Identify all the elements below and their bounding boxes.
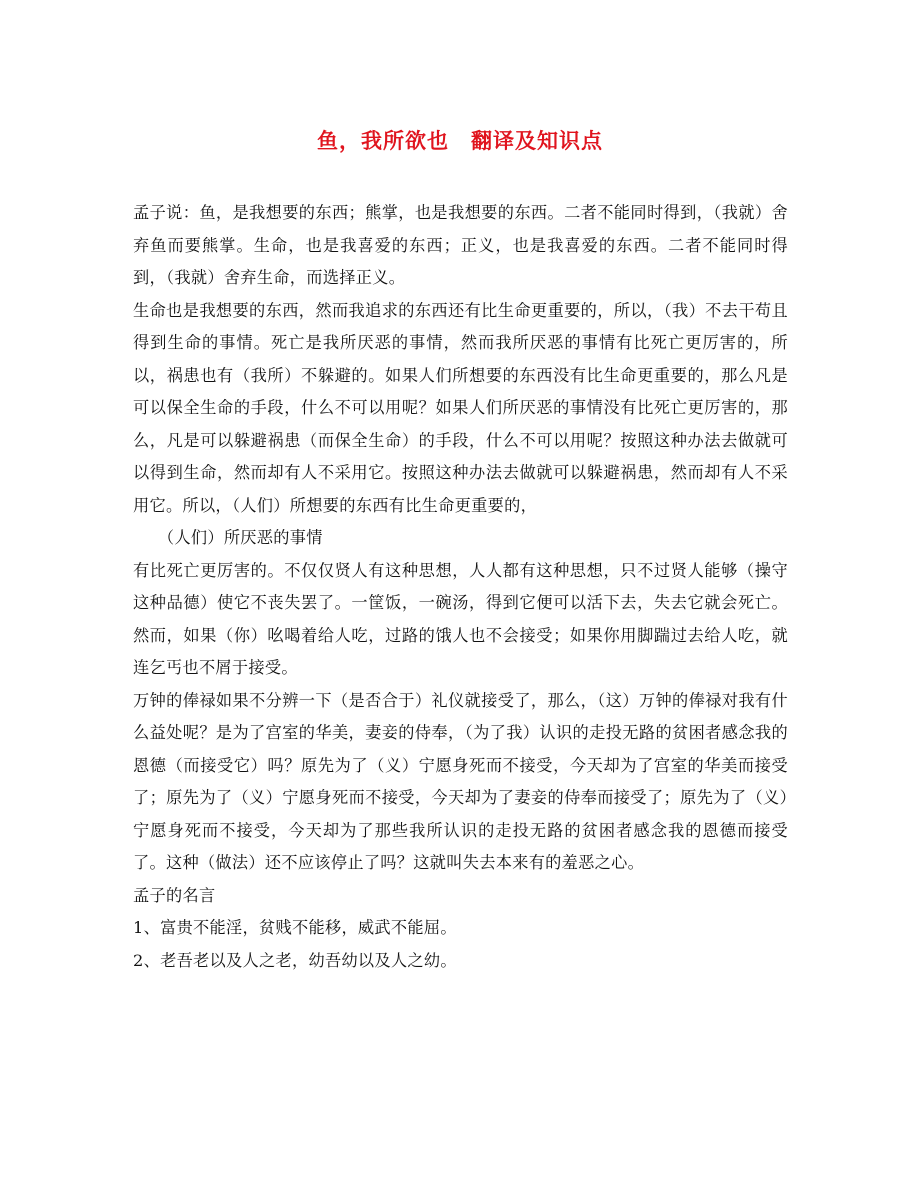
sayings-heading: 孟子的名言 (133, 885, 216, 905)
saying-item: 2、老吾老以及人之老，幼吾幼以及人之幼。 (133, 950, 457, 970)
paragraph-translation-4: 万钟的俸禄如果不分辨一下（是否合于）礼仪就接受了，那么，（这）万钟的俸禄对我有什么益处呢？是为了宫室的华美，妻妾的侍奉，（为了我）认识的走投无路的贫困者感念我的恩德（而接受它）吗？原先为了（义）宁愿身死而不接受，今天却为了宫室的华美而接受了；原先为了（义）宁愿身死而不接受，今天却为了妻妾的侍奉而接受了；原先为了（义）宁愿身死而不接受，今天却为了那些我所认识的走投无路的贫困者感念我的恩德而接受了。这种（做法）还不应该停止了吗？这就叫失去本来有的羞恶之心。 (133, 690, 788, 872)
paragraph-split-line: （人们）所厌恶的事情 (133, 528, 323, 547)
paragraph-translation-2: 生命也是我想要的东西，然而我追求的东西还有比生命更重要的，所以，（我）不去干苟且得到生命的事情。死亡是我所厌恶的事情，然而我所厌恶的事情有比死亡更厉害的，所以，祸患也有（我所）不躲避的。如果人们所想要的东西没有比生命更重要的，那么凡是可以保全生命的手段，什么不可以用呢？如果人们所厌恶的事情没有比死亡更厉害的，那么，凡是可以躲避祸患（而保全生命）的手段，什么不可以用呢？按照这种办法去做就可以得到生命，然而却有人不采用它。按照这种办法去做就可以躲避祸患，然而却有人不采用它。所以，（人们）所想要的东西有比生命更重要的， (133, 300, 788, 515)
document-body (133, 197, 788, 977)
saying-item: 1、富贵不能淫，贫贱不能移，威武不能屈。 (133, 918, 457, 937)
page-title: 鱼，我所欲也 翻译及知识点 (317, 129, 603, 153)
paragraph-translation-3: 有比死亡更厉害的。不仅仅贤人有这种思想，人人都有这种思想，只不过贤人能够（操守这种品德）使它不丧失罢了。一筐饭，一碗汤，得到它便可以活下去，失去它就会死亡。然而，如果（你）吆喝着给人吃，过路的饿人也不会接受；如果你用脚踹过去给人吃，就连乞丐也不屑于接受。 (133, 560, 788, 677)
paragraph-translation-1: 孟子说：鱼，是我想要的东西；熊掌，也是我想要的东西。二者不能同时得到，（我就）舍弃鱼而要熊掌。生命，也是我喜爱的东西；正义，也是我喜爱的东西。二者不能同时得到，（我就）舍弃生命，而选择正义。 (133, 203, 788, 287)
